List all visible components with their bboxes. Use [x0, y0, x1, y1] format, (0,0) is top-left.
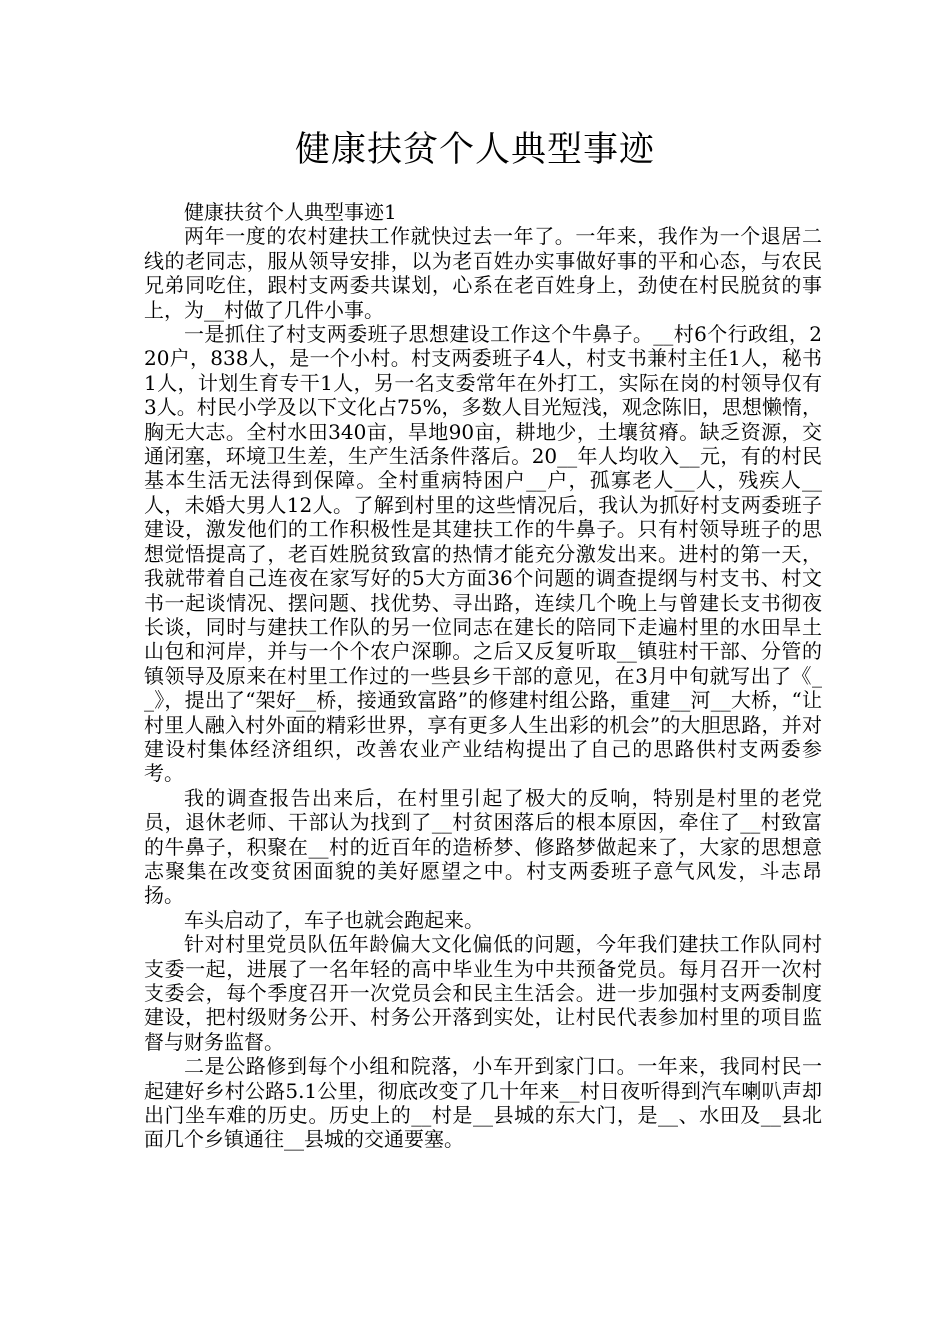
paragraph-short-line: 车头启动了，车子也就会跑起来。 [184, 907, 484, 932]
document-body [144, 200, 822, 1152]
paragraph-second-point: 二是公路修到每个小组和院落，小车开到家门口。一年来，我同村民一起建好乡村公路5.1公里，彻底改变了几十年来__村日夜听得到汽车喇叭声却出门坐车难的历史。历史上的__村是__县城的东大门，是__、水田及__县北面几个乡镇通往__县城的交通要塞。 [144, 1054, 822, 1152]
document-title: 健康扶贫个人典型事迹 [294, 130, 655, 170]
paragraph-party-building: 针对村里党员队伍年龄偏大文化偏低的问题，今年我们建扶工作队同村支委一起，进展了一名年轻的高中毕业生为中共预备党员。每月召开一次村支委会，每个季度召开一次党员会和民主生活会。进一步加强村支两委制度建设，把村级财务公开、村务公开落到实处，让村民代表参加村里的项目监督与财务监督。 [144, 932, 822, 1054]
paragraph-report-response: 我的调查报告出来后，在村里引起了极大的反响，特别是村里的老党员，退休老师、干部认为找到了__村贫困落后的根本原因，牵住了__村致富的牛鼻子，积聚在__村的近百年的造桥梦、修路梦做起来了，大家的思想意志聚集在改变贫困面貌的美好愿望之中。村支两委班子意气风发，斗志昂扬。 [144, 785, 822, 908]
paragraph-subtitle: 健康扶贫个人典型事迹1 [184, 200, 397, 224]
paragraph-intro: 两年一度的农村建扶工作就快过去一年了。一年来，我作为一个退居二线的老同志，服从领导安排，以为老百姓办实事做好事的平和心态，与农民兄弟同吃住，跟村支两委共谋划，心系在老百姓身上，劲使在村民脱贫的事上，为__村做了几件小事。 [144, 224, 822, 322]
paragraph-first-point: 一是抓住了村支两委班子思想建设工作这个牛鼻子。__村6个行政组，220户，838人，是一个小村。村支两委班子4人，村支书兼村主任1人，秘书1人，计划生育专干1人，另一名支委常年在外打工，实际在岗的村领导仅有3人。村民小学及以下文化占75%，多数人目光短浅，观念陈旧，思想懒惰，胸无大志。全村水田340亩，旱地90亩，耕地少，土壤贫瘠。缺乏资源，交通闭塞，环境卫生差，生产生活条件落后。20__年人均收入__元，有的村民基本生活无法得到保障。全村重病特困户__户，孤寡老人__人，残疾人__人，未婚大男人12人。了解到村里的这些情况后，我认为抓好村支两委班子建设，激发他们的工作积极性是其建扶工作的牛鼻子。只有村领导班子的思想觉悟提高了，老百姓脱贫致富的热情才能充分激发出来。进村的第一天，我就带着自己连夜在家写好的5大方面36个问题的调查提纲与村支书、村文书一起谈情况、摆问题、找优势、寻出路，连续几个晚上与曾建长支书彻夜长谈，同时与建扶工作队的另一位同志在建长的陪同下走遍村里的水田旱土山包和河岸，并与一个个农户深聊。之后又反复听取__镇驻村干部、分管的镇领导及原来在村里工作过的一些县乡干部的意见，在3月中旬就写出了《__》，提出了“架好__桥，接通致富路”的修建村组公路，重建__河__大桥，“让村里人融入村外面的精彩世界，享有更多人生出彩的机会”的大胆思路，并对建设村集体经济组织，改善农业产业结构提出了自己的思路供村支两委参考。 [144, 322, 822, 786]
